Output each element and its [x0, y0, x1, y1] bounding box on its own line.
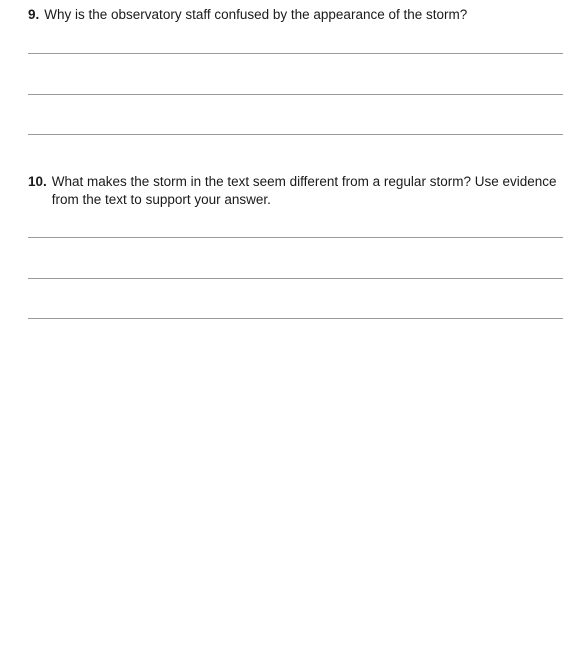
question-number: 10.	[28, 174, 47, 189]
answer-line[interactable]	[28, 237, 563, 238]
question-9	[28, 6, 563, 24]
answer-line[interactable]	[28, 53, 563, 54]
question-text: What makes the storm in the text seem different from a regular storm? Use evidence from the text to support your answer.	[51, 174, 557, 207]
question-text: Why is the observatory staff confused by the appearance of the storm?	[44, 7, 468, 22]
answer-line[interactable]	[28, 278, 563, 279]
answer-line[interactable]	[28, 318, 563, 319]
answer-line[interactable]	[28, 94, 563, 95]
answer-line[interactable]	[28, 134, 563, 135]
question-10	[28, 173, 563, 209]
question-number: 9.	[28, 7, 40, 22]
